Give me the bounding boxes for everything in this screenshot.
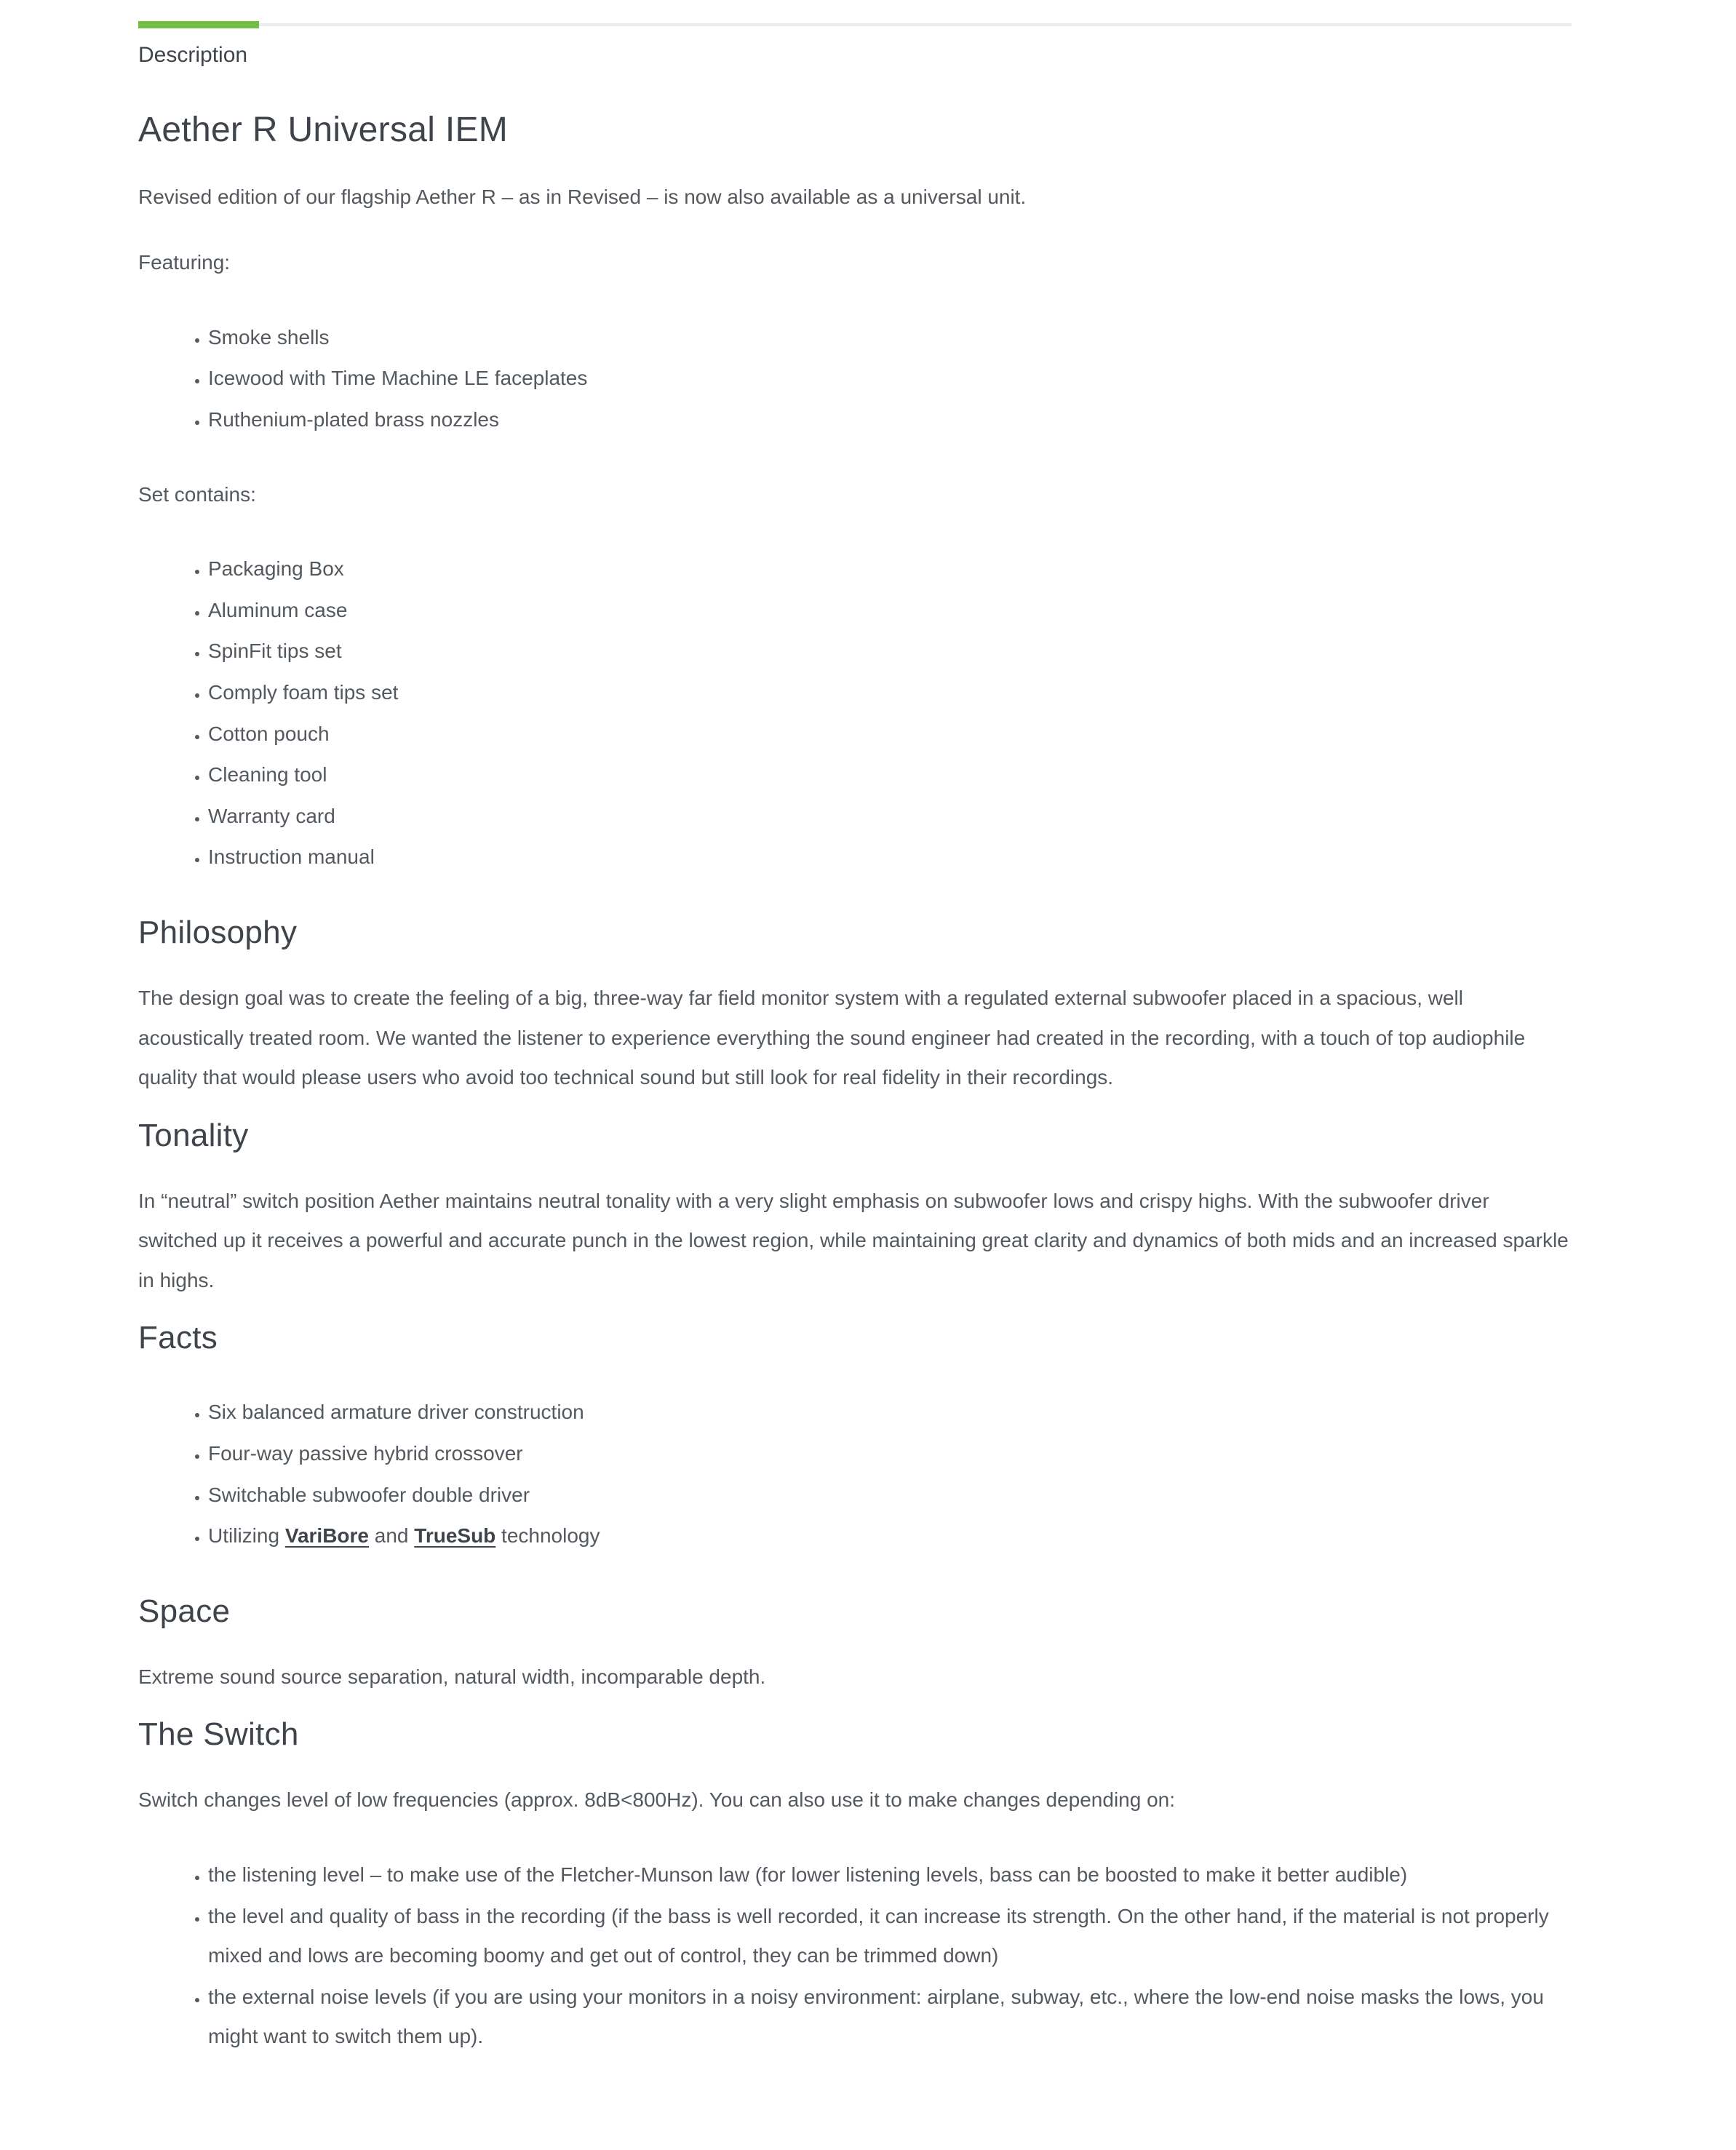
list-item: • Ruthenium-plated brass nozzles xyxy=(208,400,1572,440)
list-item: • Cleaning tool xyxy=(208,755,1572,795)
list-item: • the external noise levels (if you are using your monitors in a noisy environment: airplane, subway, etc., where the low-end noise masks the lows, you might want to switch them up). xyxy=(208,1978,1572,2057)
intro-paragraph: Revised edition of our flagship Aether R – as in Revised – is now also available as a universal unit. xyxy=(138,185,1027,208)
list-item: • the level and quality of bass in the recording (if the bass is well recorded, it can increase its strength. On the other hand, if the material is not properly mixed and lows are becoming boomy and get out of control, they can be trimmed down) xyxy=(208,1897,1572,1976)
switch-intro-paragraph: Switch changes level of low frequencies (approx. 8dB<800Hz). You can also use it to make changes depending on: xyxy=(138,1788,1176,1812)
switch-usage-list xyxy=(138,1855,1572,2057)
tabs-divider xyxy=(138,23,1572,26)
list-item: • SpinFit tips set xyxy=(208,632,1572,672)
philosophy-heading: Philosophy xyxy=(138,914,298,950)
list-item: • Icewood with Time Machine LE faceplates xyxy=(208,359,1572,399)
set-contents-list xyxy=(138,549,1572,877)
the-switch-heading: The Switch xyxy=(138,1716,299,1753)
list-item: • Cotton pouch xyxy=(208,714,1572,755)
utilizing-prefix: Utilizing xyxy=(208,1524,285,1548)
list-item: • Instruction manual xyxy=(208,837,1572,877)
featuring-list xyxy=(138,318,1572,440)
utilizing-suffix: technology xyxy=(495,1524,600,1548)
philosophy-paragraph: The design goal was to create the feeling of a big, three-way far field monitor system with a regulated external subwoofer placed in a spacious, well acoustically treated room. We wanted the listener to experience everything the sound engineer had created in the recording, with a touch of top audiophile quality that would please users who avoid too technical sound but still look for real fidelity in their recordings. xyxy=(138,986,1526,1089)
list-item: • Switchable subwoofer double driver xyxy=(208,1476,1572,1516)
utilizing-middle: and xyxy=(368,1524,415,1548)
list-item: • Smoke shells xyxy=(208,318,1572,358)
tab-description[interactable]: Description xyxy=(138,43,248,67)
tonality-paragraph: In “neutral” switch position Aether maintains neutral tonality with a very slight emphasis on subwoofer lows and crispy highs. With the subwoofer driver switched up it receives a powerful and accurate punch in the lowest region, while maintaining great clarity and dynamics of both mids and an increased sparkle in highs. xyxy=(138,1189,1569,1291)
list-item: • Comply foam tips set xyxy=(208,673,1572,713)
list-item: • Six balanced armature driver construction xyxy=(208,1393,1572,1433)
tonality-heading: Tonality xyxy=(138,1117,249,1153)
list-item: • Packaging Box xyxy=(208,549,1572,589)
truesub-link[interactable]: TrueSub xyxy=(414,1524,496,1548)
list-item: • Four-way passive hybrid crossover xyxy=(208,1434,1572,1474)
product-title: Aether R Universal IEM xyxy=(138,111,509,149)
active-tab-indicator xyxy=(138,21,259,28)
set-contains-label: Set contains: xyxy=(138,482,256,506)
facts-list xyxy=(138,1393,1572,1556)
space-heading: Space xyxy=(138,1593,231,1629)
facts-heading: Facts xyxy=(138,1320,218,1356)
featuring-label: Featuring: xyxy=(138,251,231,274)
list-item: • the listening level – to make use of the Fletcher-Munson law (for lower listening levels, bass can be boosted to make it better audible) xyxy=(208,1855,1572,1895)
list-item xyxy=(208,1516,1572,1556)
list-item: • Warranty card xyxy=(208,797,1572,837)
varibore-link[interactable]: VariBore xyxy=(284,1524,369,1548)
space-paragraph: Extreme sound source separation, natural width, incomparable depth. xyxy=(138,1665,766,1688)
description-content xyxy=(138,109,1572,2057)
list-item: • Aluminum case xyxy=(208,591,1572,631)
